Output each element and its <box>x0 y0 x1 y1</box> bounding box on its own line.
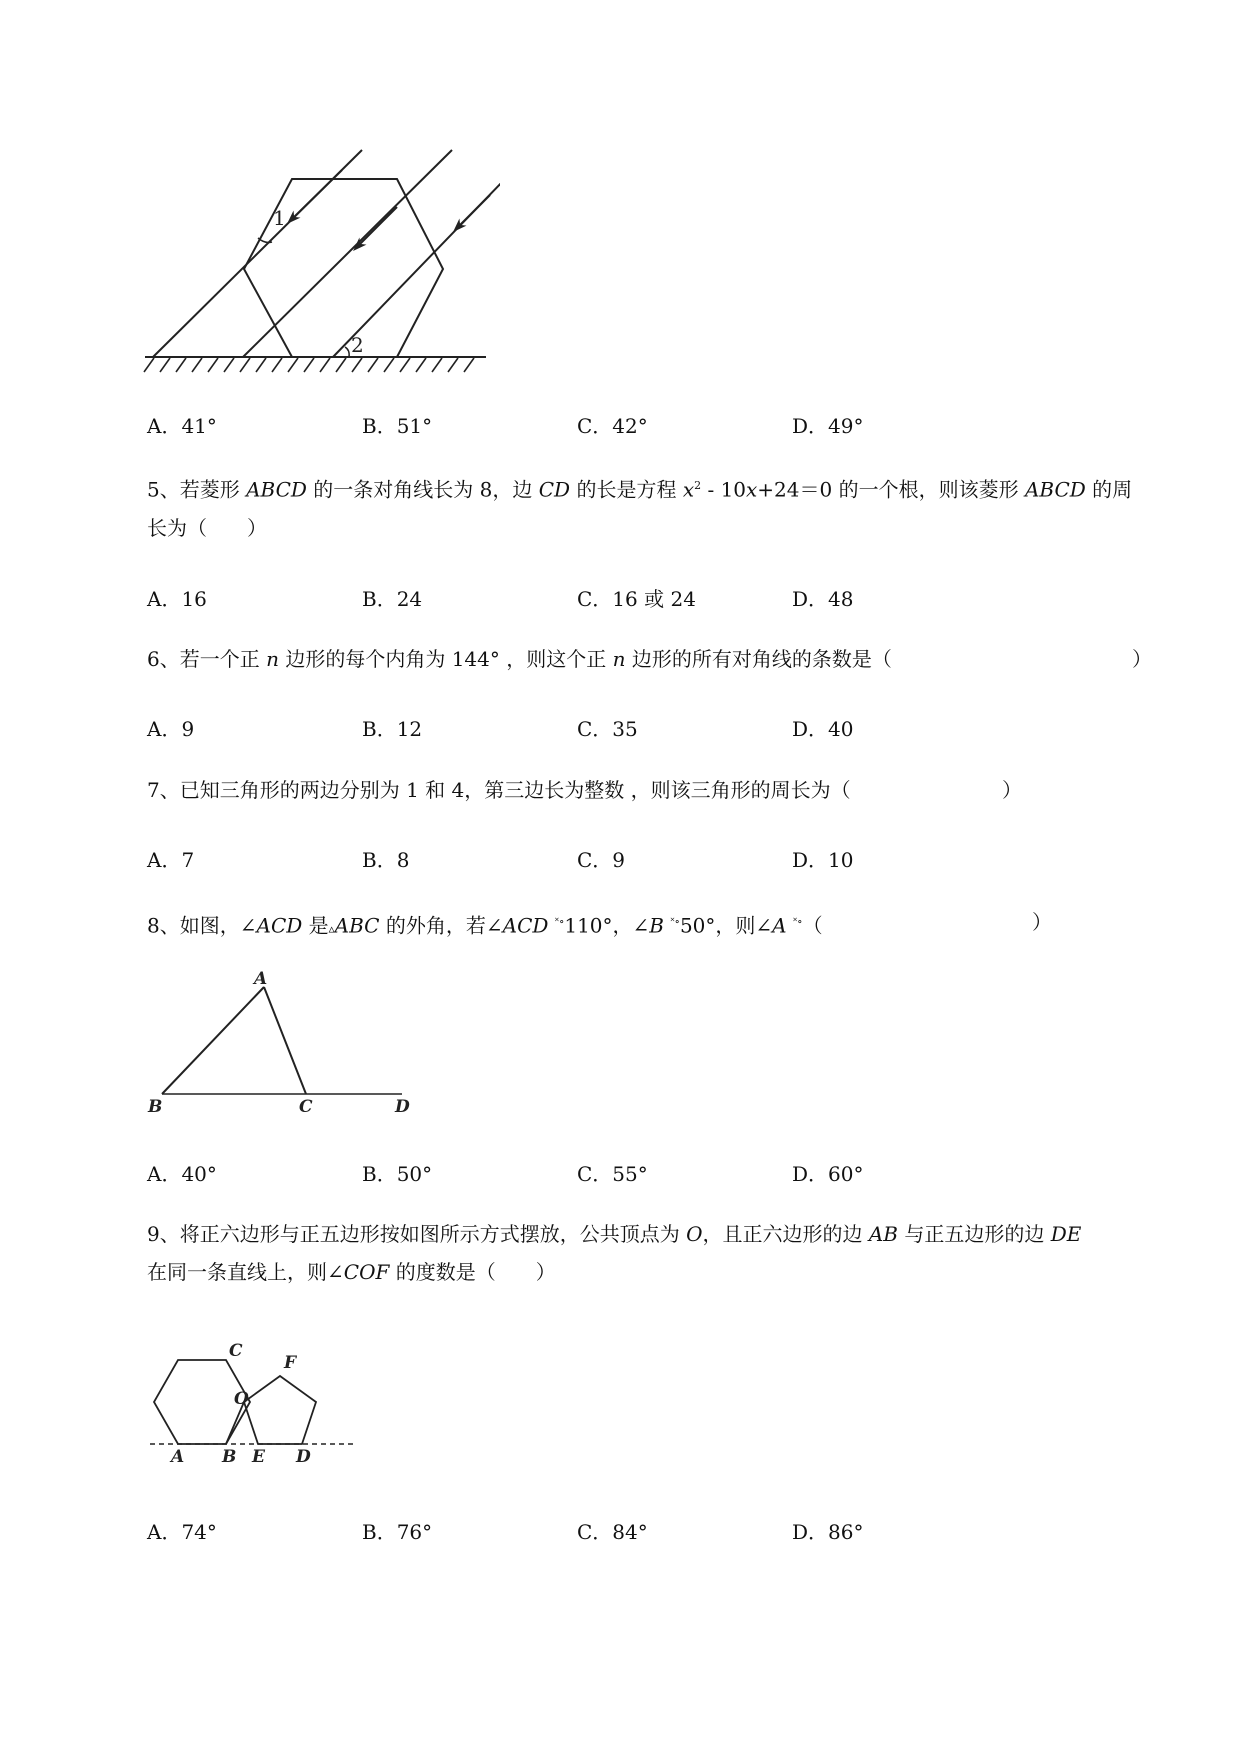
q9-options <box>147 1516 1047 1546</box>
q4-option-d[interactable]: D．49° <box>792 414 864 438</box>
regular-pentagon <box>244 1376 316 1444</box>
vertex-c-label: C <box>299 1097 313 1117</box>
vertex-d-label: D <box>296 1447 311 1465</box>
q4-option-a[interactable]: A．41° <box>147 414 217 438</box>
vertex-b-label: B <box>222 1447 237 1465</box>
q4-options <box>147 410 1047 440</box>
q6-number: 6、 <box>147 647 180 671</box>
q5-options <box>147 583 1047 613</box>
q8-option-d[interactable]: D．60° <box>792 1162 864 1186</box>
q6-options <box>147 713 1047 743</box>
equals-mark: ˟∘ <box>792 915 803 928</box>
q6-option-a[interactable]: A．9 <box>147 717 195 741</box>
q8-close-paren: ） <box>1032 910 1052 934</box>
q4-figure-hexagon-light-rays <box>140 140 500 380</box>
q5-option-b[interactable]: B．24 <box>362 587 423 611</box>
angle-1-label: 1 <box>273 206 286 230</box>
q8-option-b[interactable]: B．50° <box>362 1162 433 1186</box>
q8-option-c[interactable]: C．55° <box>577 1162 648 1186</box>
q7-stem: 7、已知三角形的两边分别为 1 和 4，第三边长为整数 ，则该三角形的周长为（ ） <box>147 771 1152 809</box>
ground-hatching <box>144 358 474 372</box>
q4-option-b[interactable]: B．51° <box>362 414 433 438</box>
angle-2-label: 2 <box>351 333 364 357</box>
q5-option-d[interactable]: D．48 <box>792 587 854 611</box>
q4-option-c[interactable]: C．42° <box>577 414 648 438</box>
q9-stem: 9、将正六边形与正五边形按如图所示方式摆放，公共顶点为 O，且正六边形的边 AB 与正五边形的边 DE 在同一条直线上，则∠COF 的度数是（ ） <box>147 1222 1082 1284</box>
vertex-a-label: A <box>171 1447 185 1465</box>
q7-option-a[interactable]: A．7 <box>147 848 195 872</box>
vertex-o-label: O <box>234 1389 249 1409</box>
q8-figure-triangle <box>140 960 420 1120</box>
q6-option-c[interactable]: C．35 <box>577 717 638 741</box>
q8-option-a[interactable]: A．40° <box>147 1162 217 1186</box>
vertex-a-label: A <box>254 969 268 989</box>
q9-option-a[interactable]: A．74° <box>147 1520 217 1544</box>
q9-figure-hexagon-pentagon <box>140 1330 380 1465</box>
vertex-b-label: B <box>148 1097 163 1117</box>
q7-close-paren: ） <box>1002 778 1022 802</box>
q9-option-c[interactable]: C．84° <box>577 1520 648 1544</box>
vertex-c-label: C <box>229 1341 243 1361</box>
q9-option-d[interactable]: D．86° <box>792 1520 864 1544</box>
q8-options <box>147 1158 1047 1188</box>
q5-stem: 5、若菱形 ABCD 的一条对角线长为 8，边 CD 的长是方程 $x^2 - 10x+24=0$ 的一个根，则该菱形 ABCD 的周长为（ ） <box>147 477 1133 540</box>
angle-2-arc <box>345 347 349 357</box>
side-ac <box>264 987 306 1094</box>
side-ab <box>162 987 264 1094</box>
equals-mark: ˟∘ <box>554 915 565 928</box>
equals-mark: ˟∘ <box>670 915 680 928</box>
vertex-f-label: F <box>284 1353 297 1373</box>
ray-arrows <box>292 170 490 246</box>
vertex-e-label: E <box>252 1447 265 1465</box>
q6-option-d[interactable]: D．40 <box>792 717 854 741</box>
q5-option-c[interactable]: C．16 或 24 <box>577 587 696 611</box>
q6-option-b[interactable]: B．12 <box>362 717 423 741</box>
q6-stem: 6、若一个正 n 边形的每个内角为 144° ，则这个正 n 边形的所有对角线的条数是（ ） <box>147 640 1152 678</box>
q9-option-b[interactable]: B．76° <box>362 1520 433 1544</box>
q8-number: 8、 <box>147 913 180 938</box>
q5-number: 5、 <box>147 477 180 502</box>
q7-option-c[interactable]: C．9 <box>577 848 626 872</box>
point-d-label: D <box>395 1097 410 1117</box>
q8-stem: 8、如图，∠ACD 是▵ABC 的外角，若∠ACD ˟∘110°，∠B ˟∘50°，则∠A ˟∘（ ） <box>147 903 1152 948</box>
q9-number: 9、 <box>147 1222 180 1246</box>
triangle-symbol: ▵ <box>328 921 335 936</box>
q7-option-b[interactable]: B．8 <box>362 848 410 872</box>
q6-close-paren: ） <box>1132 647 1152 671</box>
light-rays <box>153 150 500 357</box>
q7-number: 7、 <box>147 778 180 802</box>
q5-option-a[interactable]: A．16 <box>147 587 207 611</box>
q7-option-d[interactable]: D．10 <box>792 848 854 872</box>
q7-options <box>147 844 1047 874</box>
